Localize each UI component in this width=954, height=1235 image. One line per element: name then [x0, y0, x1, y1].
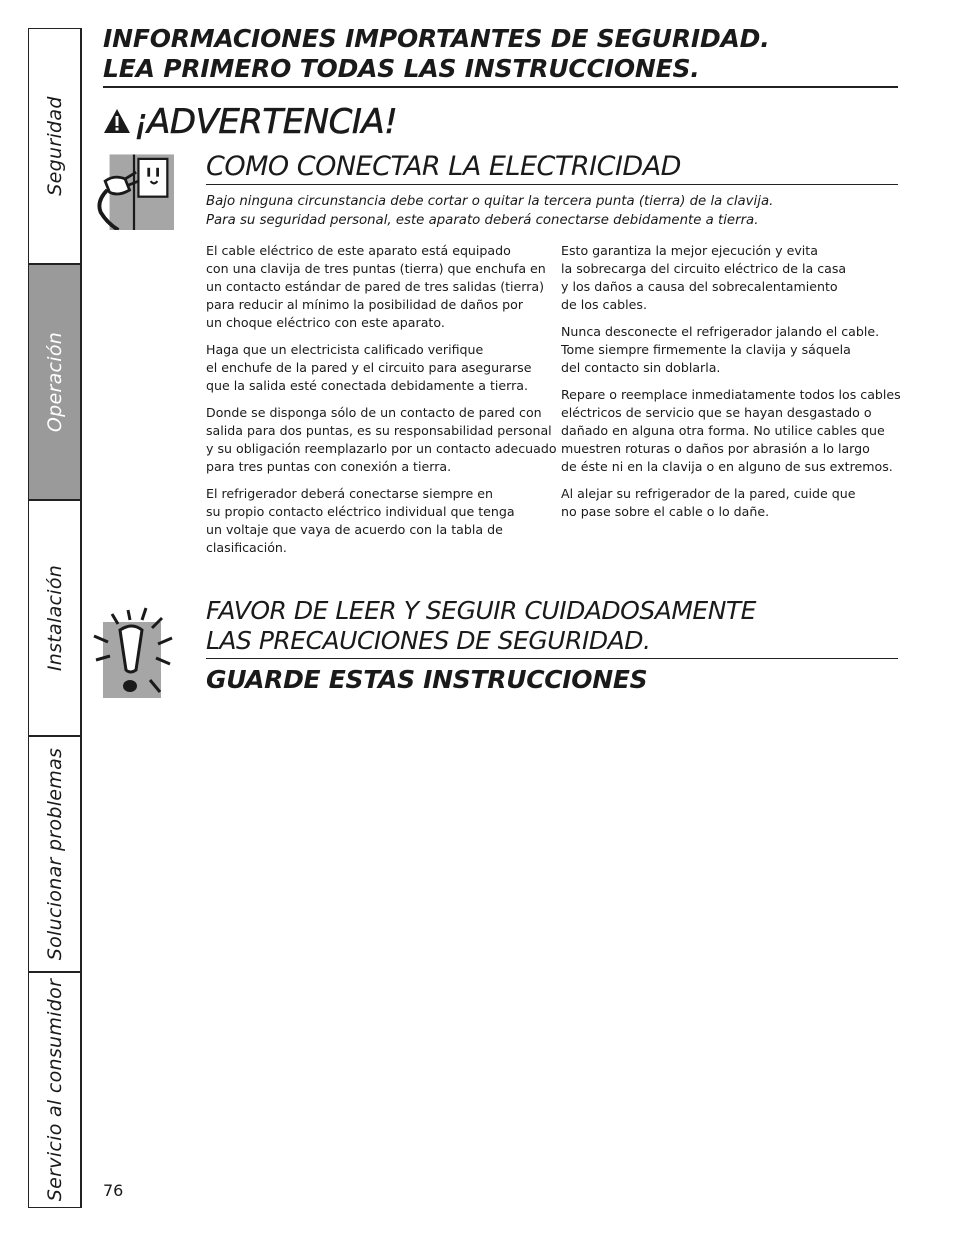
- tab-seguridad[interactable]: [28, 28, 82, 264]
- page-title-line1: INFORMACIONES IMPORTANTES DE SEGURIDAD.: [103, 24, 770, 53]
- paragraph: [206, 341, 556, 395]
- page-number: 76: [103, 1181, 124, 1200]
- text-line: salida para dos puntas, es su responsabilidad personal: [206, 423, 552, 438]
- tab-instalacion[interactable]: [28, 500, 82, 736]
- text-line: no pase sobre el cable o lo dañe.: [561, 504, 770, 519]
- text-line: Repare o reemplace inmediatamente todos los cables: [561, 387, 901, 402]
- text-line: para reducir al mínimo la posibilidad de daños por: [206, 297, 524, 312]
- text-line: dañado en alguna otra forma. No utilice cables que: [561, 423, 885, 438]
- warning-title: ¡ADVERTENCIA!: [134, 102, 398, 142]
- caution-line2: LAS PRECAUCIONES DE SEGURIDAD.: [206, 626, 651, 655]
- tab-label: Seguridad: [43, 96, 66, 196]
- plug-outlet-icon: [93, 150, 175, 230]
- text-line: para tres puntas con conexión a tierra.: [206, 459, 452, 474]
- intro-line: Bajo ninguna circunstancia debe cortar o quitar la tercera punta (tierra) de la clavija.: [206, 194, 774, 209]
- paragraph: [561, 323, 906, 377]
- paragraph: [206, 485, 556, 557]
- save-instructions-heading: GUARDE ESTAS INSTRUCCIONES: [206, 665, 648, 694]
- section-sidebar: [28, 28, 84, 1208]
- text-line: un choque eléctrico con este aparato.: [206, 315, 445, 330]
- paragraph: [206, 242, 556, 332]
- tab-servicio-al-consumidor[interactable]: [28, 972, 82, 1208]
- right-column: [561, 242, 906, 530]
- text-line: Donde se disponga sólo de un contacto de pared con: [206, 405, 542, 420]
- warning-triangle-icon: [103, 108, 131, 134]
- tab-label: Operación: [43, 331, 66, 433]
- paragraph: [561, 485, 906, 521]
- text-line: que la salida esté conectada debidamente a tierra.: [206, 378, 528, 393]
- section-heading-electricidad: COMO CONECTAR LA ELECTRICIDAD: [206, 150, 898, 185]
- text-line: de los cables.: [561, 297, 647, 312]
- tab-operacion[interactable]: [28, 264, 82, 500]
- text-line: muestren roturas o daños por abrasión a lo largo: [561, 441, 870, 456]
- paragraph: [561, 242, 906, 314]
- text-line: Al alejar su refrigerador de la pared, cuide que: [561, 486, 856, 501]
- text-line: su propio contacto eléctrico individual que tenga: [206, 504, 515, 519]
- text-line: Esto garantiza la mejor ejecución y evita: [561, 243, 818, 258]
- left-column: [206, 242, 556, 566]
- text-line: y los daños a causa del sobrecalentamiento: [561, 279, 838, 294]
- caution-heading: [206, 596, 898, 659]
- text-line: Nunca desconecte el refrigerador jalando el cable.: [561, 324, 880, 339]
- tab-solucionar-problemas[interactable]: [28, 736, 82, 972]
- text-line: Haga que un electricista calificado verifique: [206, 342, 484, 357]
- paragraph: [206, 404, 556, 476]
- text-line: y su obligación reemplazarlo por un contacto adecuado: [206, 441, 557, 456]
- tab-label: Instalación: [43, 564, 66, 672]
- text-line: de éste ni en la clavija o en alguno de sus extremos.: [561, 459, 893, 474]
- text-line: el enchufe de la pared y el circuito para asegurarse: [206, 360, 532, 375]
- electricity-intro: [206, 192, 896, 230]
- text-line: con una clavija de tres puntas (tierra) que enchufa en: [206, 261, 546, 276]
- text-line: un voltaje que vaya de acuerdo con la tabla de: [206, 522, 503, 537]
- text-line: del contacto sin doblarla.: [561, 360, 721, 375]
- tab-label: Servicio al consumidor: [43, 978, 66, 1202]
- text-line: eléctricos de servicio que se hayan desgastado o: [561, 405, 872, 420]
- text-line: Tome siempre firmemente la clavija y sáquela: [561, 342, 851, 357]
- text-line: El cable eléctrico de este aparato está equipado: [206, 243, 511, 258]
- text-line: un contacto estándar de pared de tres salidas (tierra): [206, 279, 545, 294]
- exclamation-caution-icon: [90, 604, 180, 700]
- page-title-line2: LEA PRIMERO TODAS LAS INSTRUCCIONES.: [103, 54, 700, 83]
- text-line: la sobrecarga del circuito eléctrico de la casa: [561, 261, 847, 276]
- page-title: [103, 24, 898, 88]
- caution-line1: FAVOR DE LEER Y SEGUIR CUIDADOSAMENTE: [206, 596, 756, 625]
- text-line: clasificación.: [206, 540, 287, 555]
- text-line: El refrigerador deberá conectarse siempre en: [206, 486, 493, 501]
- intro-line: Para su seguridad personal, este aparato deberá conectarse debidamente a tierra.: [206, 213, 759, 228]
- paragraph: [561, 386, 906, 476]
- tab-label: Solucionar problemas: [43, 747, 66, 961]
